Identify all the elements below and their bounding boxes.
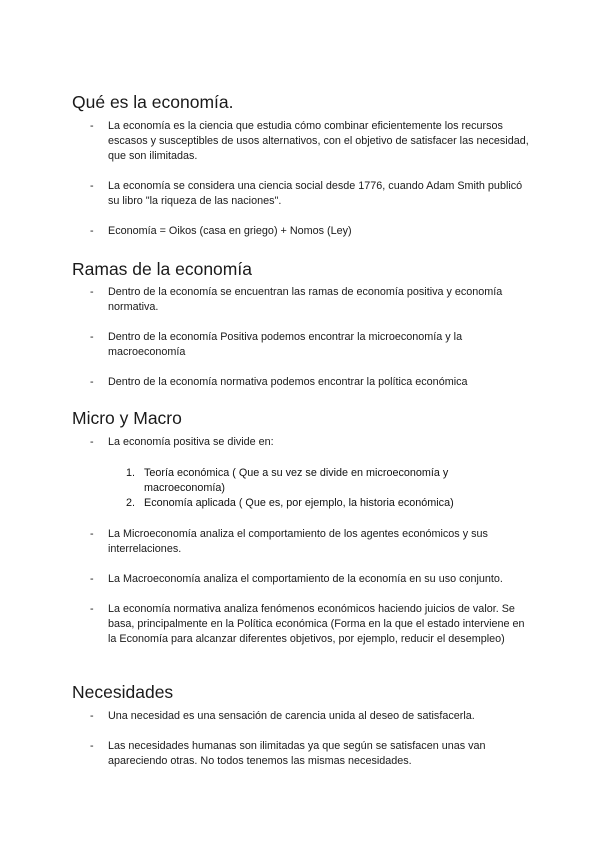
dash-bullet: -: [90, 120, 94, 132]
bullet-list: [72, 179, 532, 209]
section-heading: Micro y Macro: [72, 408, 182, 428]
item-number: 1.: [126, 467, 136, 479]
list-item-text: La economía se considera una ciencia social desde 1776, cuando Adam Smith publicó su libro "la riqueza de las naciones".: [108, 180, 523, 207]
list-item: [72, 572, 532, 587]
bullet-list: [72, 435, 532, 450]
dash-bullet: -: [90, 331, 94, 343]
list-item-text: La economía positiva se divide en:: [108, 436, 274, 448]
bullet-list: [72, 375, 532, 390]
numbered-item: [72, 496, 532, 511]
list-item: [72, 602, 532, 647]
dash-bullet: -: [90, 376, 94, 388]
list-item: [72, 709, 532, 724]
list-item: [72, 330, 532, 360]
list-item-text: Dentro de la economía se encuentran las ramas de economía positiva y economía normativa.: [108, 286, 503, 313]
list-item-text: Una necesidad es una sensación de carencia unida al deseo de satisfacerla.: [108, 710, 475, 722]
dash-bullet: -: [90, 225, 94, 237]
list-item-text: La Macroeconomía analiza el comportamiento de la economía en su uso conjunto.: [108, 573, 503, 585]
section-heading: Ramas de la economía: [72, 259, 252, 279]
dash-bullet: -: [90, 710, 94, 722]
numbered-item: [72, 466, 532, 496]
list-item-text: La Microeconomía analiza el comportamiento de los agentes económicos y sus interrelaciones.: [108, 528, 488, 555]
list-item-text: Economía = Oikos (casa en griego) + Nomos (Ley): [108, 225, 352, 237]
dash-bullet: -: [90, 740, 94, 752]
item-number: 2.: [126, 497, 136, 509]
list-item: [72, 435, 532, 450]
list-item-text: Dentro de la economía normativa podemos encontrar la política económica: [108, 376, 468, 388]
bullet-list: [72, 572, 532, 587]
dash-bullet: -: [90, 603, 94, 615]
list-item-text: La economía es la ciencia que estudia cómo combinar eficientemente los recursos escasos y susceptibles de usos alternativos, con el objetivo de satisfacer las necesidad, que son ilimitadas.: [108, 120, 529, 162]
list-item: [72, 739, 532, 769]
list-item-text: La economía normativa analiza fenómenos económicos haciendo juicios de valor. Se basa, principalmente en la Política económica (Forma en la que el estado interviene en la Economía para alcanzar diferentes objetivos, por ejemplo, reducir el desempleo): [108, 603, 525, 645]
numbered-list: [72, 466, 532, 511]
bullet-list: [72, 739, 532, 769]
dash-bullet: -: [90, 573, 94, 585]
list-item: [72, 375, 532, 390]
list-item: [72, 285, 532, 315]
section-heading: Qué es la economía.: [72, 92, 234, 112]
list-item: [72, 224, 532, 239]
bullet-list: [72, 119, 532, 164]
list-item-text: Las necesidades humanas son ilimitadas ya que según se satisfacen unas van apareciendo otras. No todos tenemos las mismas necesidades.: [108, 740, 486, 767]
list-item: [72, 527, 532, 557]
dash-bullet: -: [90, 436, 94, 448]
list-item: [72, 179, 532, 209]
dash-bullet: -: [90, 180, 94, 192]
dash-bullet: -: [90, 286, 94, 298]
section-heading: Necesidades: [72, 682, 174, 702]
list-item: [72, 119, 532, 164]
bullet-list: [72, 224, 532, 239]
numbered-item-text: Teoría económica ( Que a su vez se divide en microeconomía y macroeconomía): [144, 467, 449, 494]
bullet-list: [72, 602, 532, 647]
list-item-text: Dentro de la economía Positiva podemos encontrar la microeconomía y la macroeconomía: [108, 331, 463, 358]
dash-bullet: -: [90, 528, 94, 540]
bullet-list: [72, 709, 532, 724]
bullet-list: [72, 285, 532, 315]
bullet-list: [72, 527, 532, 557]
bullet-list: [72, 330, 532, 360]
numbered-item-text: Economía aplicada ( Que es, por ejemplo, la historia económica): [144, 497, 454, 509]
